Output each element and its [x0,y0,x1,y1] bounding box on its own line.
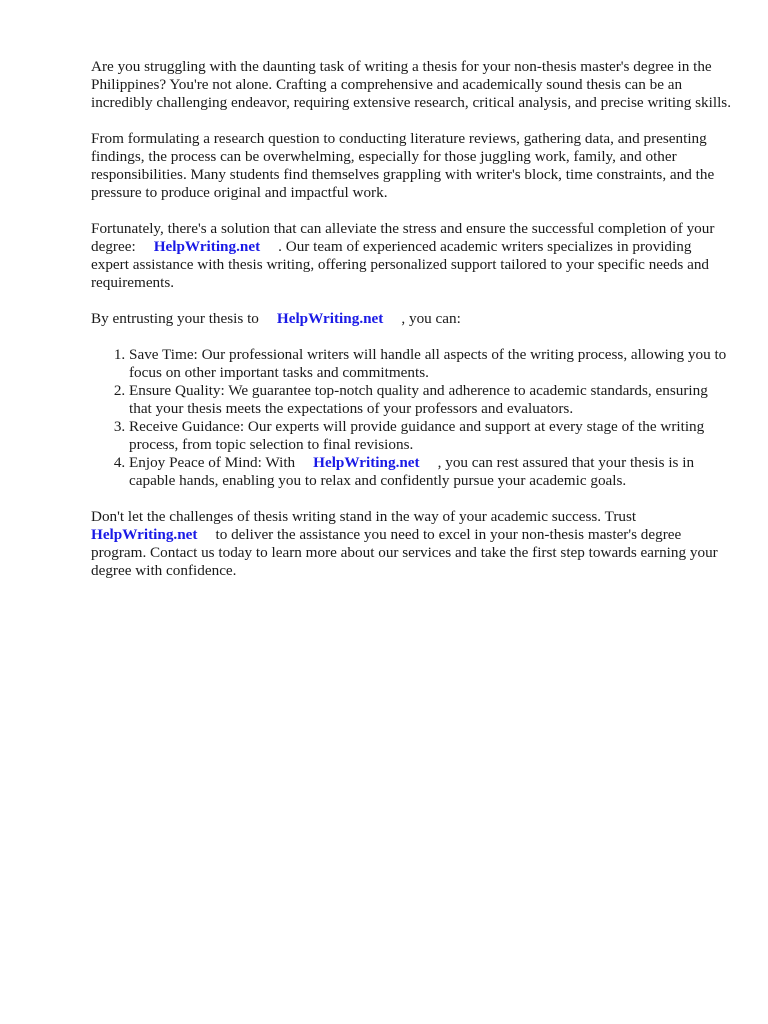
closing-text-before: Don't let the challenges of thesis writing stand in the way of your academic success. Trust [91,508,637,525]
closing-paragraph [91,508,731,580]
benefit-save-time: 1. Save Time: Our professional writers will handle all aspects of the writing process, allowing you to focus on other important tasks and commitments. [129,346,731,382]
solution-paragraph [91,220,731,292]
peace-text-after: , you can rest assured that your thesis is in capable hands, enabling you to relax and confidently pursue your academic goals. [129,454,695,489]
benefit-receive-guidance: 3. Receive Guidance: Our experts will provide guidance and support at every stage of the writing process, from topic selection to final revisions. [129,418,731,454]
helpwriting-link-4[interactable]: HelpWriting.net [91,526,198,543]
helpwriting-link-1[interactable]: HelpWriting.net [153,238,261,255]
solution-text-after: . Our team of experienced academic writers specializes in providing expert assistance with thesis writing, offering personalized support tailored to your specific needs and requirements. [91,238,710,291]
entrust-paragraph [91,310,731,328]
solution-text-before: Fortunately, there's a solution that can alleviate the stress and ensure the successful completion of your degree: [91,220,715,255]
helpwriting-link-3[interactable]: HelpWriting.net [313,454,420,471]
challenges-paragraph: From formulating a research question to conducting literature reviews, gathering data, and presenting findings, the process can be overwhelming, especially for those juggling work, family, and other responsibilities. Many students find themselves grappling with writer's block, time constraints, and the pressure to produce original and impactful work. [91,130,715,201]
entrust-text-before: By entrusting your thesis to [91,310,259,327]
peace-text-before: Enjoy Peace of Mind: With [129,454,296,471]
benefit-peace-of-mind [129,454,731,490]
closing-text-after: to deliver the assistance you need to excel in your non-thesis master's degree program. Contact us today to learn more about our services and take the first step towards earning your degree with confidence. [91,526,718,579]
entrust-text-after: , you can: [401,310,461,327]
benefits-list [91,346,731,490]
helpwriting-link-2[interactable]: HelpWriting.net [276,310,384,327]
document-page [91,58,731,598]
benefit-ensure-quality: 2. Ensure Quality: We guarantee top-notch quality and adherence to academic standards, ensuring that your thesis meets the expectations of your professors and evaluators. [129,382,731,418]
intro-paragraph: Are you struggling with the daunting task of writing a thesis for your non-thesis master's degree in the Philippines? You're not alone. Crafting a comprehensive and academically sound thesis can be an incredibly challenging endeavor, requiring extensive research, critical analysis, and precise writing skills. [91,58,731,111]
